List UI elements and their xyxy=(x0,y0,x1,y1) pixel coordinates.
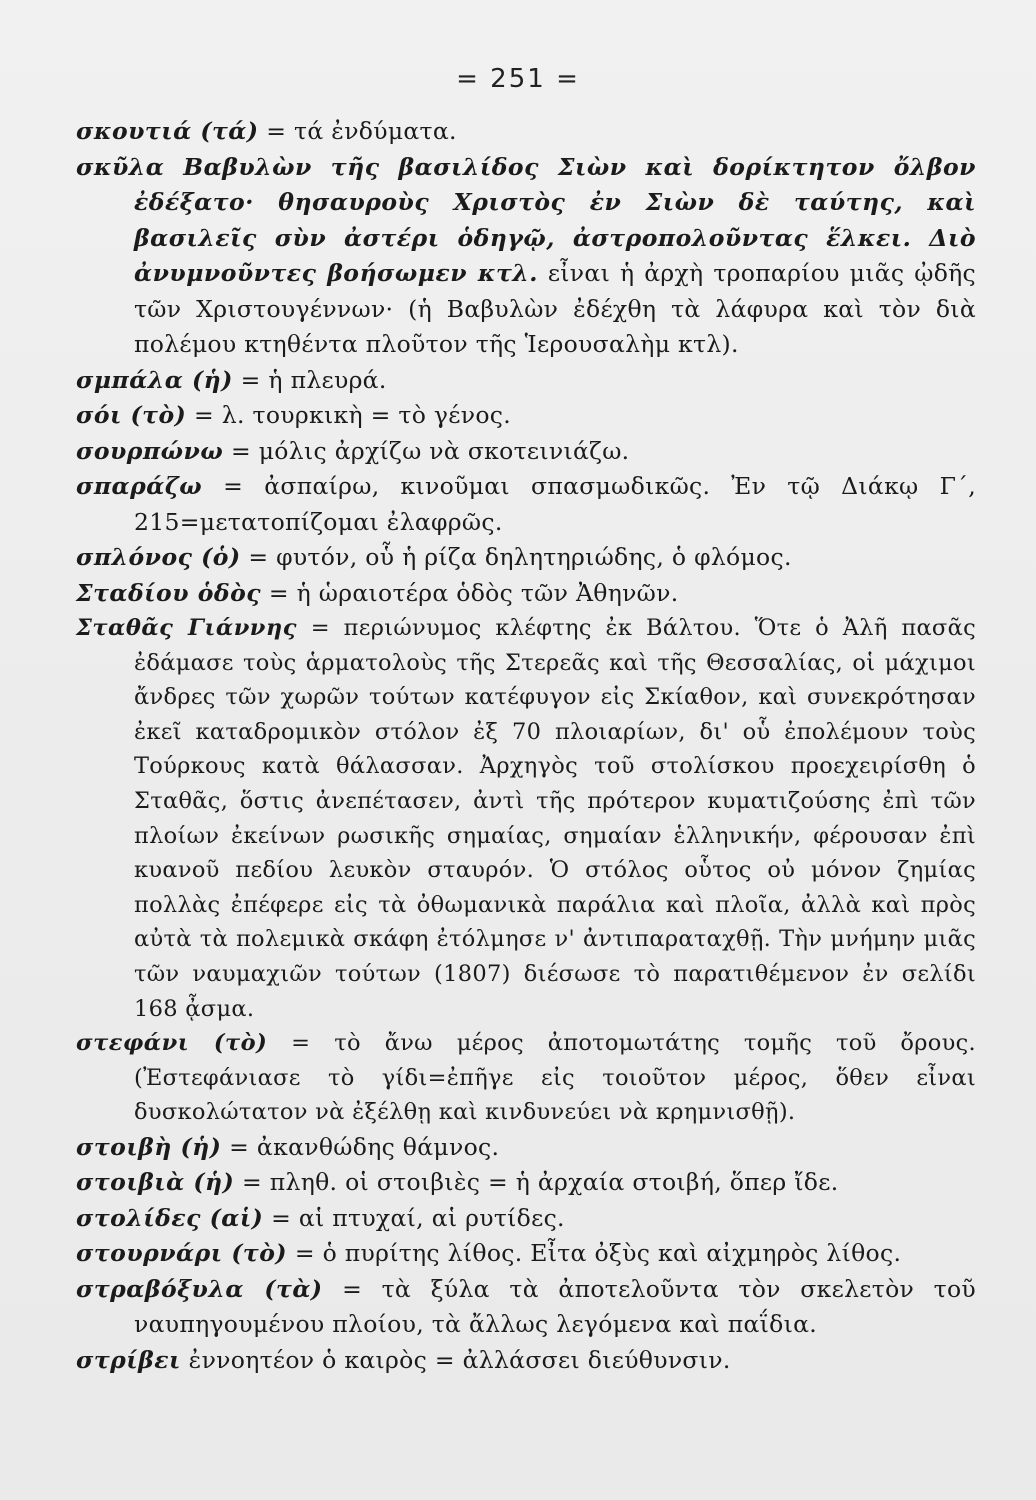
glossary-entry xyxy=(76,150,976,363)
glossary-entry xyxy=(76,1343,976,1379)
entry-definition: = περιώνυμος κλέφτης ἐκ Βάλτου. Ὅτε ὁ Ἀλῆ πασᾶς ἐδάμασε τοὺς ἁρματολοὺς τῆς Στερεᾶς καὶ τῆς Θεσσαλίας, οἱ μάχιμοι ἄνδρες τῶν χωρῶν τούτων κατέφυγον εἰς Σκίαθον, καὶ συνεκρότησαν ἐκεῖ καταδρομικὸν στόλον ἐξ 70 πλοιαρίων, δι' οὗ ἐπολέμουν τοὺς Τούρκους κατὰ θάλασσαν. Ἀρχηγὸς τοῦ στολίσκου προεχειρίσθη ὁ Σταθᾶς, ὅστις ἀνεπέτασεν, ἀντὶ τῆς πρότερον κυματιζούσης ἐπὶ τῶν πλοίων ἐκείνων ρωσικῆς σημαίας, σημαίαν ἑλληνικήν, φέρουσαν ἐπὶ κυανοῦ πεδίου λευκὸν σταυρόν. Ὁ στόλος οὗτος οὐ μόνον ζημίας πολλὰς ἐπέφερε εἰς τὰ ὀθωμανικὰ παράλια καὶ πλοῖα, ἀλλὰ καὶ πρὸς αὐτὰ τὰ πολεμικὰ σκάφη ἐτόλμησε ν' ἀντιπαραταχθῇ. Τὴν μνήμην μιᾶς τῶν ναυμαχιῶν τούτων (1807) διέσωσε τὸ παρατιθέμενον ἐν σελίδι 168 ᾆσμα. xyxy=(134,615,976,1022)
glossary-entry xyxy=(76,1130,976,1166)
entry-definition: ἐννοητέον ὁ καιρὸς = ἀλλάσσει διεύθυνσιν. xyxy=(180,1345,731,1374)
glossary-entry xyxy=(76,1201,976,1237)
entry-definition: = λ. τουρκικὴ = τὸ γένος. xyxy=(186,401,511,429)
entry-definition: = τὰ ξύλα τὰ ἀποτελοῦντα τὸν σκελετὸν τοῦ ναυπηγουμένου πλοίου, τὰ ἄλλως λεγόμενα καὶ παΐδια. xyxy=(134,1274,977,1339)
entry-definition: = φυτόν, οὗ ἡ ρίζα δηλητηριώδης, ὁ φλόμος. xyxy=(240,543,792,571)
entry-definition: = τά ἐνδύματα. xyxy=(258,117,457,145)
entry-headword: Σταδίου ὁδὸς xyxy=(76,578,262,607)
entry-definition: = τὸ ἄνω μέρος ἀποτομωτάτης τομῆς τοῦ ὄρους. (Ἐστεφάνιασε τὸ γίδι=ἐπῆγε εἰς τοιοῦτον μέρος, ὅθεν εἶναι δυσκολώτατον νὰ ἐξέλθῃ καὶ κινδυνεύει νὰ κρημνισθῇ). xyxy=(134,1030,976,1126)
glossary-entries xyxy=(76,114,976,1378)
glossary-entry xyxy=(76,611,976,1026)
entry-definition: = ἡ ὡραιοτέρα ὁδὸς τῶν Ἀθηνῶν. xyxy=(261,578,679,607)
glossary-entry xyxy=(76,1026,976,1130)
page-number: = 251 = xyxy=(456,64,580,94)
entry-definition: = αἱ πτυχαί, αἱ ρυτίδες. xyxy=(263,1203,565,1232)
entry-headword: σουρπώνω xyxy=(76,436,224,465)
entry-definition: = μόλις ἀρχίζω νὰ σκοτεινιάζω. xyxy=(223,436,630,465)
entry-headword: σπαράζω xyxy=(76,472,203,500)
entry-definition: = ὁ πυρίτης λίθος. Εἶτα ὀξὺς καὶ αἰχμηρὸς λίθος. xyxy=(287,1239,902,1268)
glossary-entry xyxy=(76,1165,976,1201)
glossary-entry xyxy=(76,1272,976,1343)
glossary-entry xyxy=(76,114,976,150)
entry-definition: = ἡ πλευρά. xyxy=(232,365,387,394)
entry-headword: Σταθᾶς Γιάννης xyxy=(76,615,297,641)
entry-headword: στραβόξυλα (τὰ) xyxy=(76,1274,323,1303)
entry-definition: εἶναι ἡ ἀρχὴ τροπαρίου μιᾶς ᾠδῆς τῶν Χριστουγέννων· (ἡ Βαβυλὼν ἐδέχθη τὰ λάφυρα καὶ τὸν διὰ πολέμου κτηθέντα πλοῦτον τῆς Ἱερουσαλὴμ κτλ). xyxy=(134,259,977,358)
entry-headword: σκῦλα Βαβυλὼν τῆς βασιλίδος Σιὼν καὶ δορίκτητον ὄλβον ἐδέξατο· θησαυροὺς Χριστὸς ἐν Σιὼν δὲ ταύτης, καὶ βασιλεῖς σὺν ἀστέρι ὁδηγῷ, ἀστροπολοῦντας ἕλκει. Διὸ ἀνυμνοῦντες βοήσωμεν κτλ. xyxy=(76,152,976,287)
glossary-entry xyxy=(76,576,976,612)
glossary-entry xyxy=(76,540,976,576)
entry-definition: = ἀσπαίρω, κινοῦμαι σπασμωδικῶς. Ἐν τῷ Διάκῳ Γ΄, 215=μετατοπίζομαι ἐλαφρῶς. xyxy=(134,472,976,536)
entry-headword: στοιβὴ (ἡ) xyxy=(76,1132,222,1161)
glossary-entry xyxy=(76,398,976,434)
glossary-entry xyxy=(76,1236,976,1272)
entry-headword: σπλόνος (ὁ) xyxy=(76,543,241,571)
glossary-entry xyxy=(76,363,976,399)
glossary-entry xyxy=(76,434,976,470)
entry-headword: στοιβιὰ (ἡ) xyxy=(76,1168,235,1197)
glossary-entry xyxy=(76,469,976,540)
entry-definition: = ἀκανθώδης θάμνος. xyxy=(221,1132,500,1161)
entry-headword: στεφάνι (τὸ) xyxy=(76,1030,268,1057)
entry-headword: στρίβει xyxy=(76,1345,181,1374)
entry-headword: σόι (τὸ) xyxy=(76,401,187,429)
entry-headword: στολίδες (αἱ) xyxy=(76,1203,264,1232)
entry-definition: = πληθ. οἱ στοιβιὲς = ἡ ἀρχαία στοιβή, ὅπερ ἴδε. xyxy=(234,1168,839,1197)
entry-headword: σμπάλα (ἡ) xyxy=(76,365,233,394)
entry-headword: στουρνάρι (τὸ) xyxy=(76,1239,288,1268)
entry-headword: σκουτιά (τά) xyxy=(76,117,259,145)
